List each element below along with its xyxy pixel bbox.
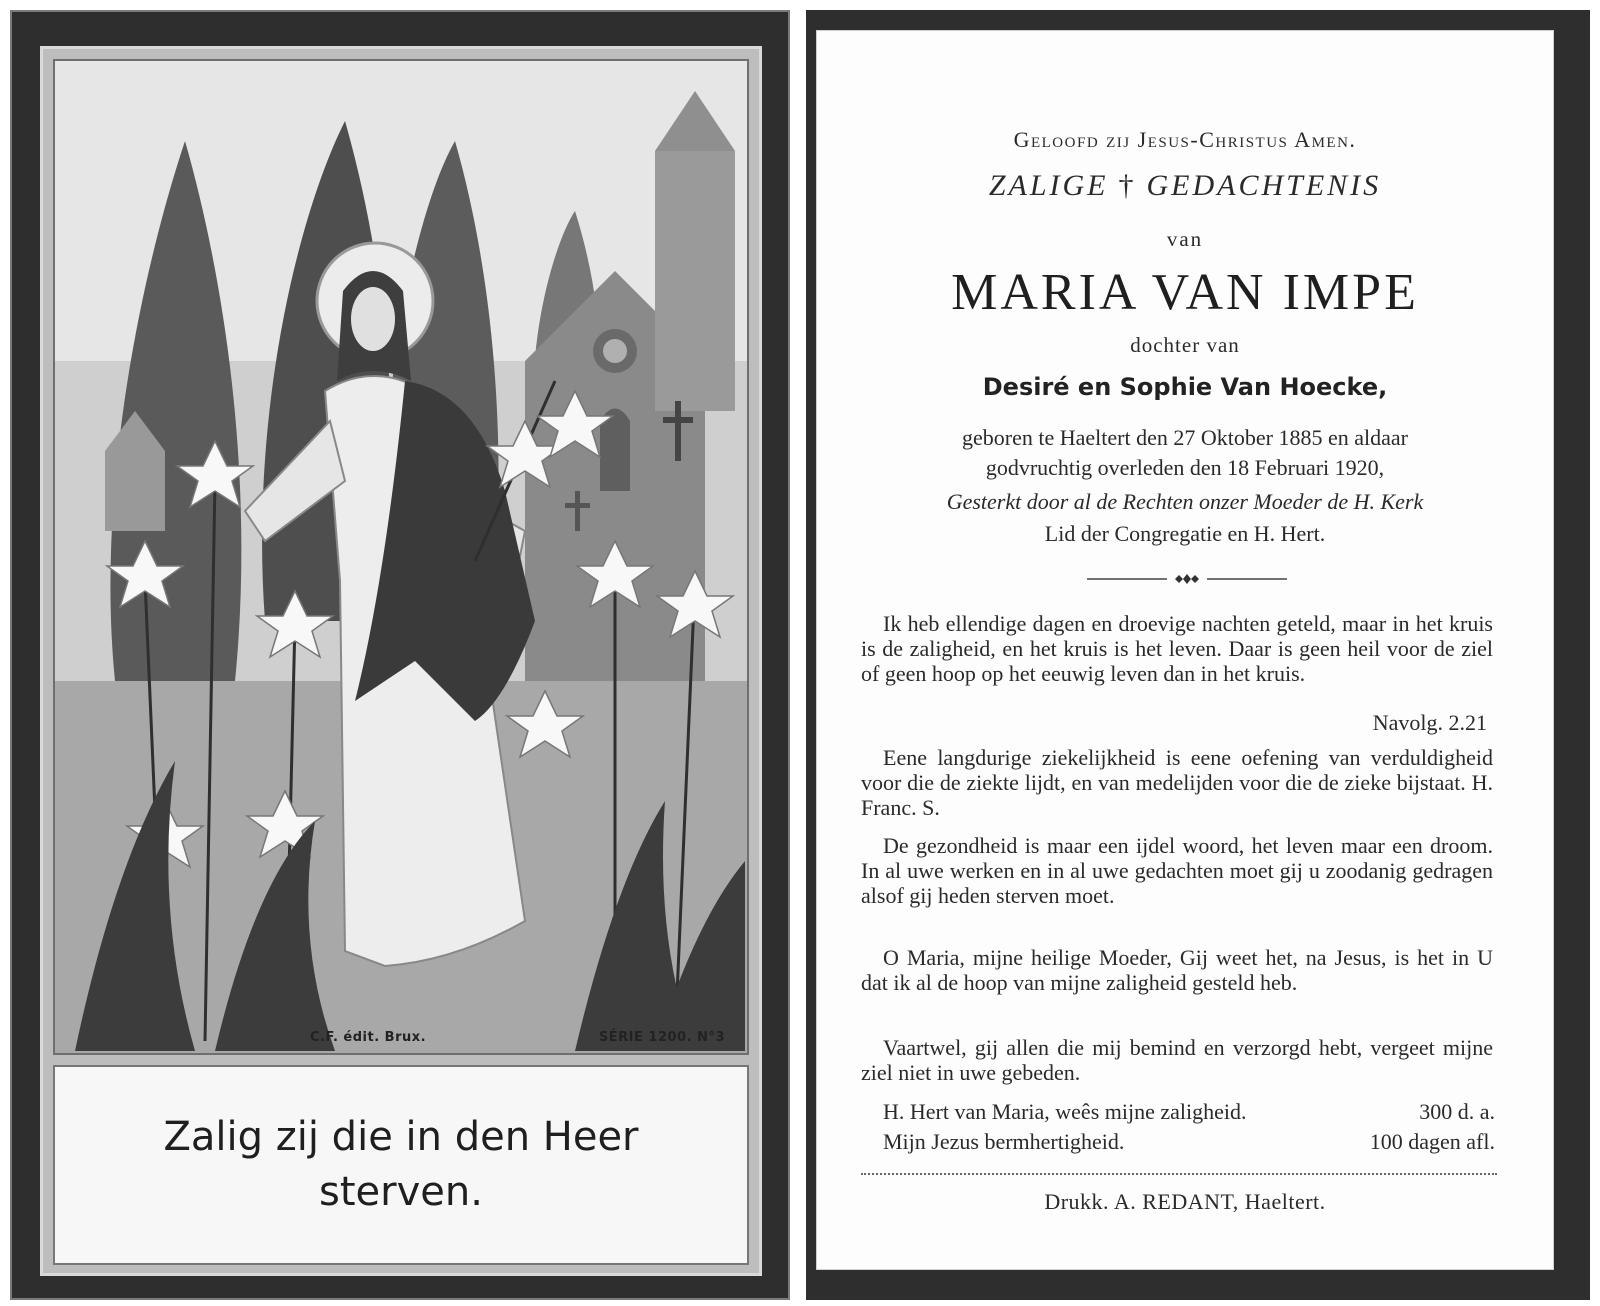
jesus-lilies-illustration: [53, 59, 749, 1055]
illustration-drawing: [55, 61, 747, 1053]
memorial-title-right: GEDACHTENIS: [1146, 169, 1382, 202]
paragraph-1: Ik heb ellendige dagen en droevige nachten geteld, maar in het kruis is de zaligheid, en het kruis is het leven. Daar is geen heil voor de ziel of geen hoop op het eeuwig leven dan in het kruis.: [861, 611, 1493, 686]
indulgence-1-text: H. Hert van Maria, weês mijne zaligheid.: [883, 1099, 1247, 1124]
daughter-of-line: dochter van: [1130, 333, 1240, 357]
indulgence-2-value: 100 dagen afl.: [1369, 1129, 1495, 1154]
caption-box: [53, 1065, 749, 1265]
born-line: geboren te Haeltert den 27 Oktober 1885 en aldaar: [962, 425, 1408, 450]
series-mark: SÉRIE 1200. N°3: [598, 1030, 725, 1045]
deceased-name: MARIA VAN IMPE: [951, 264, 1419, 321]
left-card-frame: [40, 46, 762, 1276]
header-line: Geloofd zij Jesus-Christus Amen.: [1013, 127, 1357, 152]
caption-line-1: Zalig zij die in den Heer: [163, 1113, 639, 1160]
right-card-panel: [806, 10, 1590, 1300]
caption-text: [101, 1110, 701, 1220]
caption-line-2: sterven.: [319, 1169, 483, 1215]
sacraments-line: Gesterkt door al de Rechten onzer Moeder de H. Kerk: [946, 489, 1424, 514]
paragraph-4: O Maria, mijne heilige Moeder, Gij weet het, na Jesus, is het in U dat ik al de hoop van mijne zaligheid gesteld heb.: [861, 945, 1493, 995]
left-card-panel: [10, 10, 790, 1300]
divider-ornament: [1087, 573, 1287, 585]
van-line: van: [1166, 227, 1204, 251]
reference-line: Navolg. 2.21: [1372, 710, 1487, 735]
parents-line: Desiré en Sophie Van Hoecke,: [982, 373, 1388, 401]
died-line: godvruchtig overleden den 18 Februari 1920,: [985, 455, 1385, 480]
indulgence-2-text: Mijn Jezus bermhertigheid.: [883, 1129, 1125, 1154]
indulgence-1-value: 300 d. a.: [1419, 1099, 1495, 1124]
paragraph-3: De gezondheid is maar een ijdel woord, het leven maar een droom. In al uwe werken en in al uwe gedachten moet gij u zoodanig gedragen alsof gij heden sterven moet.: [861, 833, 1493, 908]
publisher-mark: C.F. édit. Brux.: [310, 1030, 427, 1045]
right-card-text-area: [816, 30, 1554, 1270]
member-line: Lid der Congregatie en H. Hert.: [1044, 521, 1326, 546]
dotted-divider: [861, 1173, 1497, 1175]
paragraph-5: Vaartwel, gij allen die mij bemind en verzorgd hebt, vergeet mijne ziel niet in uwe gebeden.: [861, 1035, 1493, 1085]
printer-line: Drukk. A. REDANT, Haeltert.: [1044, 1189, 1326, 1214]
memorial-title: [817, 169, 1553, 203]
memorial-title-left: ZALIGE: [988, 169, 1109, 202]
cross-icon: †: [1118, 169, 1137, 202]
paragraph-2: Eene langdurige ziekelijkheid is eene oefening van verduldigheid voor die de ziekte lijdt, en van medelijden voor die de zieke bijstaat. H. Franc. S.: [861, 745, 1493, 820]
